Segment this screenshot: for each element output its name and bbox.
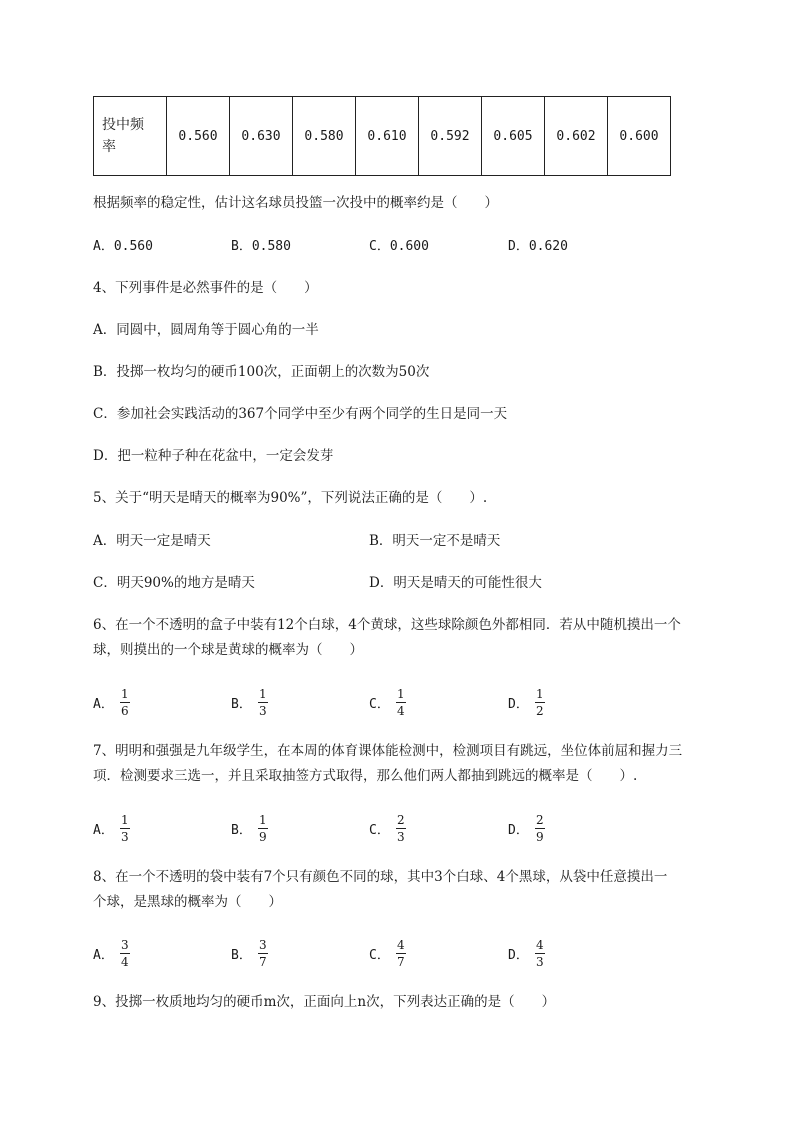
fraction-bar bbox=[120, 702, 130, 703]
fraction bbox=[258, 938, 268, 969]
numerator: 3 bbox=[121, 937, 129, 952]
numerator: 4 bbox=[397, 937, 405, 952]
q6-stem-line1: 6、在一个不透明的盒子中装有12个白球，4个黄球，这些球除颜色外都相同．若从中随机摸出一个 bbox=[93, 617, 681, 633]
q8-option-a bbox=[93, 935, 130, 971]
option-letter: D． bbox=[508, 947, 529, 963]
fraction-bar bbox=[258, 953, 268, 954]
fraction bbox=[535, 687, 545, 718]
denominator: 7 bbox=[397, 954, 405, 969]
q8-stem-line2: 个球，是黑球的概率为（ ） bbox=[93, 894, 282, 910]
option-letter: D． bbox=[508, 822, 529, 838]
q5-option-c: C．明天90%的地方是晴天 bbox=[93, 575, 255, 591]
q3-stem: 根据频率的稳定性，估计这名球员投篮一次投中的概率约是（ ） bbox=[93, 195, 498, 211]
numerator: 1 bbox=[259, 812, 267, 827]
option-letter: A． bbox=[93, 822, 114, 838]
q5-stem: 5、关于“明天是晴天的概率为90%”，下列说法正确的是（ ）. bbox=[93, 490, 488, 506]
fraction-bar bbox=[258, 828, 268, 829]
option-letter: B． bbox=[231, 696, 252, 712]
table-cell: 0.602 bbox=[545, 97, 608, 176]
q4-option-d: D．把一粒种子种在花盆中，一定会发芽 bbox=[93, 448, 334, 464]
q4-option-a: A．同圆中，圆周角等于圆心角的一半 bbox=[93, 322, 319, 338]
fraction bbox=[120, 687, 130, 718]
q7-stem-line2: 项．检测要求三选一，并且采取抽签方式取得，那么他们两人都抽到跳远的概率是（ ）. bbox=[93, 768, 638, 784]
q4-option-c: C．参加社会实践活动的367个同学中至少有两个同学的生日是同一天 bbox=[93, 406, 508, 422]
numerator: 2 bbox=[536, 812, 544, 827]
denominator: 4 bbox=[397, 703, 405, 718]
denominator: 3 bbox=[121, 829, 129, 844]
denominator: 3 bbox=[397, 829, 405, 844]
fraction-bar bbox=[535, 953, 545, 954]
fraction bbox=[120, 938, 130, 969]
numerator: 1 bbox=[259, 686, 267, 701]
fraction-bar bbox=[535, 702, 545, 703]
denominator: 6 bbox=[121, 703, 129, 718]
q5-option-d: D．明天是晴天的可能性很大 bbox=[369, 575, 542, 591]
q3-option-d: D．0.620 bbox=[508, 239, 568, 254]
denominator: 4 bbox=[121, 954, 129, 969]
q7-option-d bbox=[508, 810, 545, 846]
fraction bbox=[535, 938, 545, 969]
option-letter: B． bbox=[231, 947, 252, 963]
fraction bbox=[258, 813, 268, 844]
denominator: 7 bbox=[259, 954, 267, 969]
table-cell: 0.560 bbox=[167, 97, 230, 176]
q7-option-b bbox=[231, 810, 268, 846]
option-letter: C． bbox=[369, 822, 390, 838]
q9-stem: 9、投掷一枚质地均匀的硬币m次，正面向上n次，下列表达正确的是（ ） bbox=[93, 994, 556, 1010]
numerator: 1 bbox=[121, 686, 129, 701]
q6-option-b bbox=[231, 684, 268, 720]
fraction-bar bbox=[396, 702, 406, 703]
denominator: 9 bbox=[259, 829, 267, 844]
numerator: 4 bbox=[536, 937, 544, 952]
q5-option-a: A．明天一定是晴天 bbox=[93, 533, 211, 549]
q4-option-b: B．投掷一枚均匀的硬币100次，正面朝上的次数为50次 bbox=[93, 364, 430, 380]
option-letter: A． bbox=[93, 947, 114, 963]
fraction-bar bbox=[396, 953, 406, 954]
fraction bbox=[396, 813, 406, 844]
option-letter: C． bbox=[369, 947, 390, 963]
q7-option-a bbox=[93, 810, 130, 846]
numerator: 2 bbox=[397, 812, 405, 827]
fraction-bar bbox=[120, 953, 130, 954]
q4-stem: 4、下列事件是必然事件的是（ ） bbox=[93, 280, 318, 296]
q8-option-c bbox=[369, 935, 406, 971]
table-cell: 0.605 bbox=[482, 97, 545, 176]
q6-option-a bbox=[93, 684, 130, 720]
fraction bbox=[535, 813, 545, 844]
table-cell: 0.600 bbox=[608, 97, 671, 176]
table-row-header: 投中频 率 bbox=[94, 97, 167, 176]
denominator: 2 bbox=[536, 703, 544, 718]
q6-option-d bbox=[508, 684, 545, 720]
q5-option-b: B．明天一定不是晴天 bbox=[369, 533, 501, 549]
fraction bbox=[396, 687, 406, 718]
fraction-bar bbox=[396, 828, 406, 829]
q3-option-c: C．0.600 bbox=[369, 239, 429, 254]
fraction-bar bbox=[120, 828, 130, 829]
option-letter: D． bbox=[508, 696, 529, 712]
q3-option-b: B．0.580 bbox=[231, 239, 291, 254]
frequency-table bbox=[93, 96, 671, 176]
denominator: 3 bbox=[536, 954, 544, 969]
fraction bbox=[120, 813, 130, 844]
q8-stem-line1: 8、在一个不透明的袋中装有7个只有颜色不同的球，其中3个白球、4个黑球，从袋中任意摸出一 bbox=[93, 869, 668, 885]
denominator: 9 bbox=[536, 829, 544, 844]
table-row bbox=[94, 97, 671, 176]
table-cell: 0.630 bbox=[230, 97, 293, 176]
denominator: 3 bbox=[259, 703, 267, 718]
q7-option-c bbox=[369, 810, 406, 846]
q6-stem-line2: 球，则摸出的一个球是黄球的概率为（ ） bbox=[93, 642, 363, 658]
fraction-bar bbox=[535, 828, 545, 829]
numerator: 1 bbox=[397, 686, 405, 701]
q7-stem-line1: 7、明明和强强是九年级学生，在本周的体育课体能检测中，检测项目有跳远，坐位体前屈和握力三 bbox=[93, 743, 683, 759]
fraction-bar bbox=[258, 702, 268, 703]
table-cell: 0.610 bbox=[356, 97, 419, 176]
numerator: 1 bbox=[536, 686, 544, 701]
q8-option-b bbox=[231, 935, 268, 971]
numerator: 3 bbox=[259, 937, 267, 952]
fraction bbox=[258, 687, 268, 718]
option-letter: A． bbox=[93, 696, 114, 712]
fraction bbox=[396, 938, 406, 969]
q6-option-c bbox=[369, 684, 406, 720]
table-cell: 0.580 bbox=[293, 97, 356, 176]
option-letter: C． bbox=[369, 696, 390, 712]
q3-option-a: A．0.560 bbox=[93, 239, 153, 254]
numerator: 1 bbox=[121, 812, 129, 827]
table-cell: 0.592 bbox=[419, 97, 482, 176]
q8-option-d bbox=[508, 935, 545, 971]
option-letter: B． bbox=[231, 822, 252, 838]
